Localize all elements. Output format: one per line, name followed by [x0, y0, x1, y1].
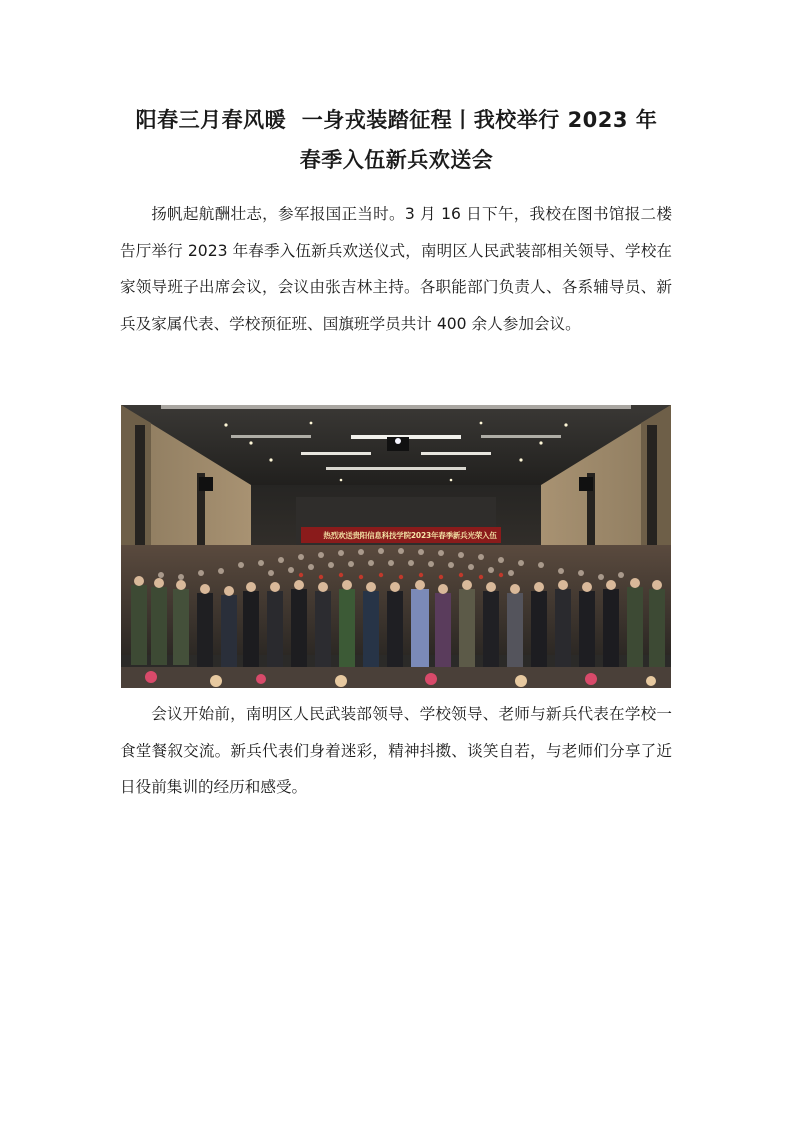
article-paragraph-1: 扬帆起航酬壮志，参军报国正当时。3 月 16 日下午，我校在图书馆报二楼告厅举行 2023 年春季入伍新兵欢送仪式，南明区人民武装部相关领导、学校在家领导班子出席会议，会议由张吉林主持。各职能部门负责人、各系辅导员、新兵及家属代表、学校预征班、国旗班学员共计 400 余人参加会议。 — [120, 205, 672, 333]
auditorium-photo-illustration — [121, 405, 671, 688]
article-title — [100, 100, 693, 180]
article-title-line-1: 阳春三月春风暖 一身戎装踏征程丨我校举行 2023 年 — [135, 108, 658, 132]
article-paragraph-2: 会议开始前，南明区人民武装部领导、学校领导、老师与新兵代表在学校一食堂餐叙交流。新兵代表们身着迷彩，精神抖擞、谈笑自若，与老师们分享了近日役前集训的经历和感受。 — [120, 705, 672, 796]
article-title-line-2: 春季入伍新兵欢送会 — [299, 148, 494, 172]
group-photo — [121, 405, 671, 688]
banner-text: 热烈欢送贵阳信息科技学院2023年春季新兵光荣入伍 — [323, 531, 497, 540]
